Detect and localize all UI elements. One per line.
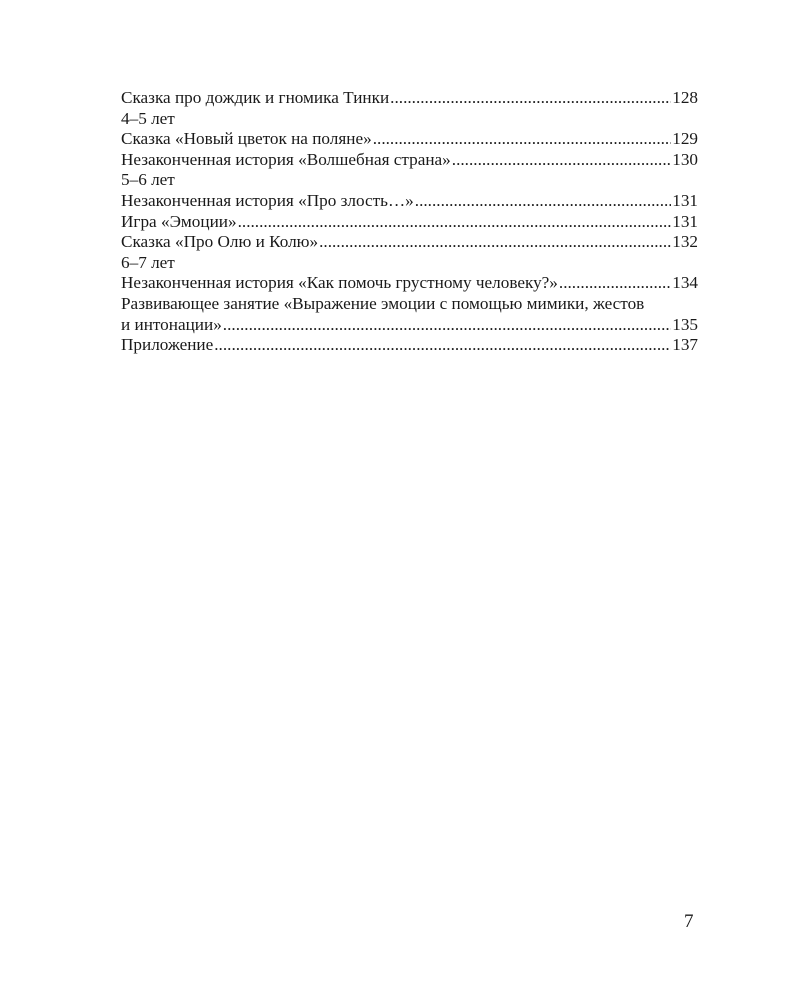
toc-entry-page: 137: [672, 335, 698, 355]
toc-entry-title: Незаконченная история «Как помочь грустному человеку?»: [121, 273, 558, 293]
toc-entry-title: Незаконченная история «Волшебная страна»: [121, 149, 451, 169]
toc-entry-page: 130: [672, 149, 698, 169]
toc-entry: [121, 191, 698, 212]
toc-dot-leader: [373, 129, 672, 150]
toc-entry-title: Сказка «Новый цветок на поляне»: [121, 129, 372, 149]
toc-entry-title-second-line: и интонации»: [121, 314, 222, 334]
toc-entry-page: 129: [672, 129, 698, 149]
toc-entry: [121, 232, 698, 253]
toc-age-group-heading: 5–6 лет: [121, 170, 175, 190]
toc-entry-page: 131: [672, 211, 698, 231]
toc-entry-page: 134: [672, 273, 698, 293]
toc-dot-leader: [559, 273, 671, 294]
toc-entry-title: Сказка «Про Олю и Колю»: [121, 232, 319, 252]
toc-entry: [121, 129, 698, 150]
toc-entry-page: 135: [672, 314, 698, 334]
toc-entry-page: 128: [672, 88, 698, 107]
toc-entry-title: Приложение: [121, 335, 214, 355]
toc-entry: [121, 212, 698, 233]
toc-age-group-heading: 6–7 лет: [121, 252, 175, 272]
page-number: 7: [684, 911, 694, 932]
toc-entry: [121, 273, 698, 294]
toc-dot-leader: [319, 232, 671, 253]
toc-entry: [121, 335, 698, 356]
toc-entry: [121, 150, 698, 171]
toc-age-group-heading: 4–5 лет: [121, 108, 175, 128]
toc-dot-leader: [223, 315, 671, 336]
toc-dot-leader: [390, 88, 671, 109]
toc-entry: [121, 315, 698, 336]
toc-entry-title: Незаконченная история «Про злость…»: [121, 190, 414, 210]
toc-entry-title-first-line: Развивающее занятие «Выражение эмоции с помощью мимики, жестов: [121, 293, 645, 313]
toc-dot-leader: [238, 212, 672, 233]
toc-dot-leader: [452, 150, 671, 171]
toc-entry-title: Сказка про дождик и гномика Тинки: [121, 88, 390, 107]
toc-entry: [121, 88, 698, 109]
toc-dot-leader: [415, 191, 671, 212]
toc-entry-title: Игра «Эмоции»: [121, 211, 237, 231]
toc-entry-page: 131: [672, 190, 698, 210]
table-of-contents: [121, 88, 698, 356]
toc-dot-leader: [214, 335, 671, 356]
toc-entry-page: 132: [672, 232, 698, 252]
